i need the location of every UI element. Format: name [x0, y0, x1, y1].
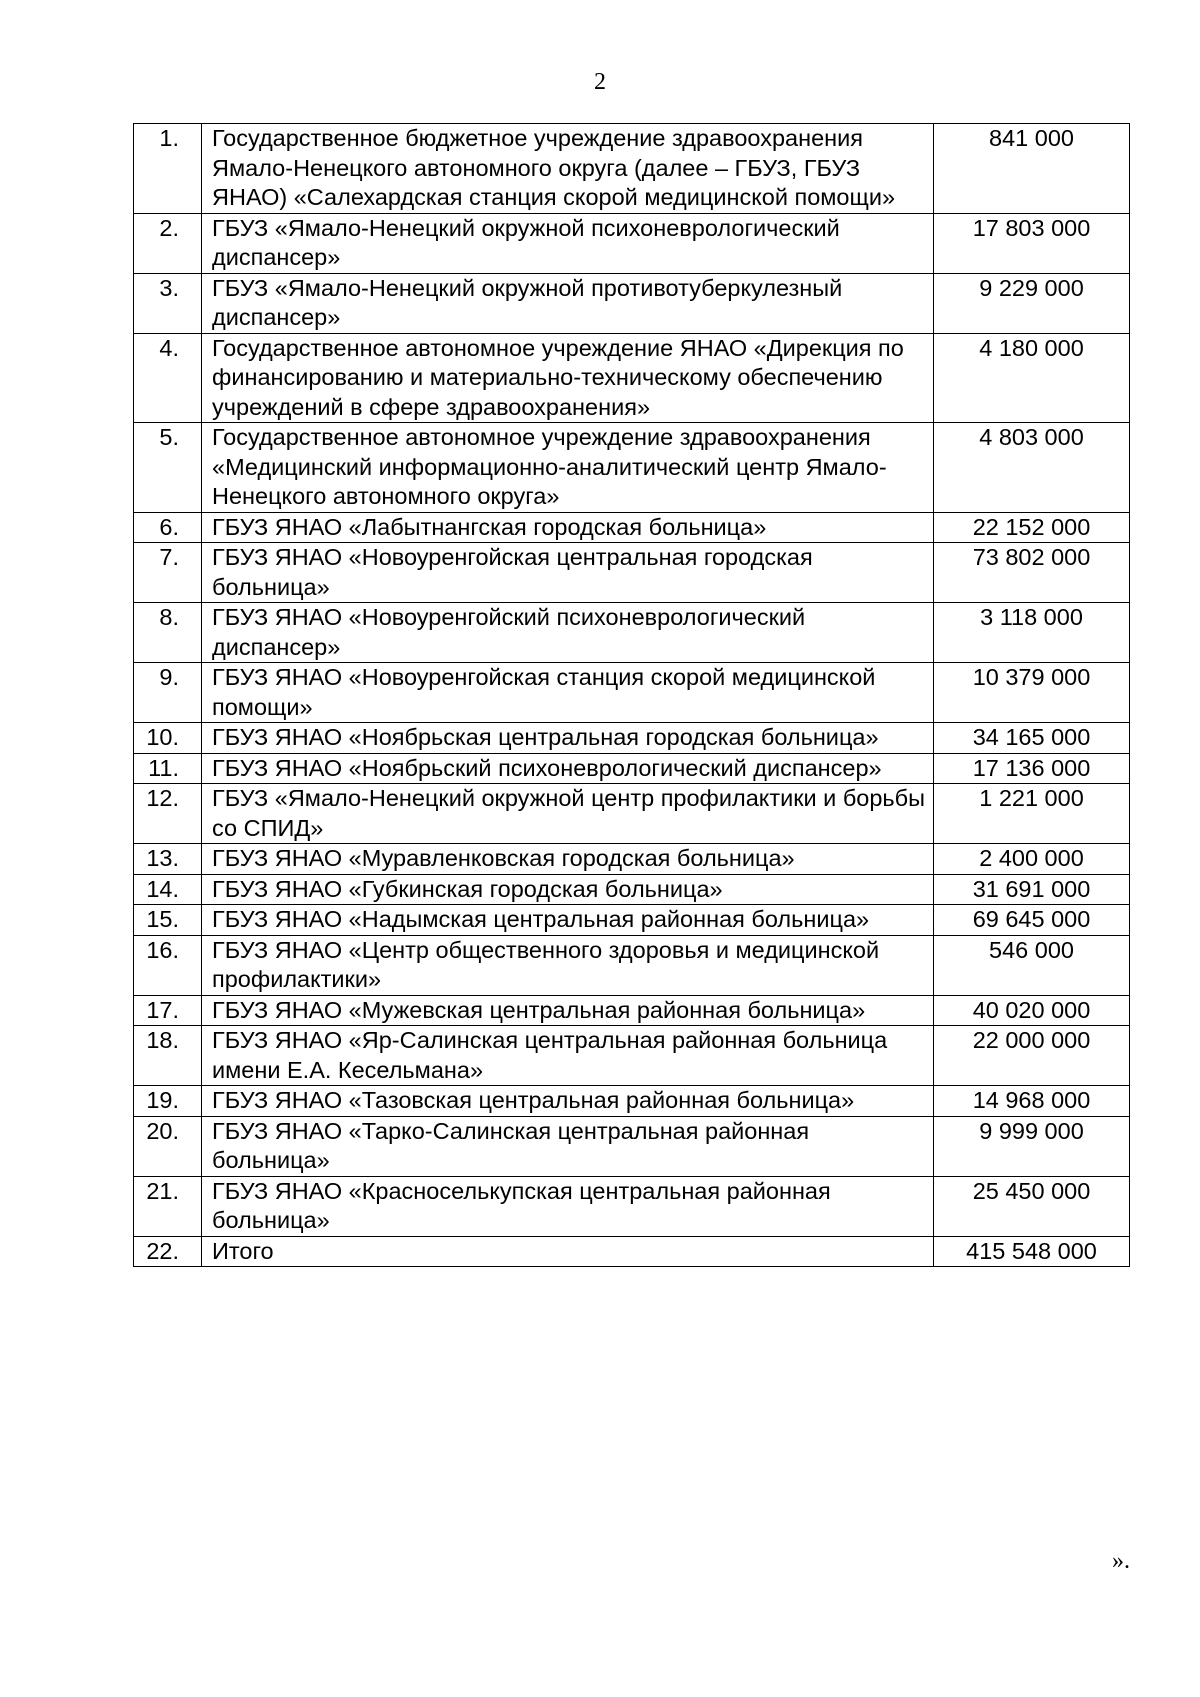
amount-value: 22 000 000 [934, 1026, 1130, 1086]
row-number: 9. [134, 663, 202, 723]
amount-value: 9 999 000 [934, 1116, 1130, 1176]
row-number: 20. [134, 1116, 202, 1176]
amount-value: 2 400 000 [934, 844, 1130, 875]
institution-name: ГБУЗ ЯНАО «Муравленковская городская больница» [202, 844, 934, 875]
row-number: 5. [134, 423, 202, 513]
row-number: 12. [134, 784, 202, 844]
table-row [134, 603, 1130, 663]
table-row [134, 905, 1130, 936]
table-row [134, 512, 1130, 543]
amount-value: 17 803 000 [934, 213, 1130, 273]
institution-name: ГБУЗ ЯНАО «Тазовская центральная районная больница» [202, 1086, 934, 1117]
amount-value: 3 118 000 [934, 603, 1130, 663]
row-number: 13. [134, 844, 202, 875]
row-number: 19. [134, 1086, 202, 1117]
amount-value: 1 221 000 [934, 784, 1130, 844]
institution-name: ГБУЗ «Ямало-Ненецкий окружной центр профилактики и борьбы со СПИД» [202, 784, 934, 844]
closing-quote-mark: ». [1112, 1548, 1130, 1574]
institution-name: ГБУЗ ЯНАО «Новоуренгойская центральная городская больница» [202, 543, 934, 603]
institution-name: ГБУЗ ЯНАО «Лабытнангская городская больница» [202, 512, 934, 543]
amount-value: 415 548 000 [934, 1236, 1130, 1267]
row-number: 11. [134, 753, 202, 784]
table-row [134, 213, 1130, 273]
institution-name: ГБУЗ ЯНАО «Новоуренгойская станция скорой медицинской помощи» [202, 663, 934, 723]
amount-value: 40 020 000 [934, 995, 1130, 1026]
table-row [134, 663, 1130, 723]
table-row [134, 423, 1130, 513]
institution-name: ГБУЗ ЯНАО «Новоуренгойский психоневрологический диспансер» [202, 603, 934, 663]
table-body [134, 124, 1130, 1267]
row-number: 4. [134, 333, 202, 423]
institution-name: Итого [202, 1236, 934, 1267]
amount-value: 17 136 000 [934, 753, 1130, 784]
institution-name: ГБУЗ ЯНАО «Центр общественного здоровья и медицинской профилактики» [202, 935, 934, 995]
amount-value: 14 968 000 [934, 1086, 1130, 1117]
amount-value: 10 379 000 [934, 663, 1130, 723]
table-row [134, 1116, 1130, 1176]
amount-value: 4 803 000 [934, 423, 1130, 513]
page-number: 2 [594, 69, 606, 95]
amount-value: 22 152 000 [934, 512, 1130, 543]
row-number: 18. [134, 1026, 202, 1086]
row-number: 16. [134, 935, 202, 995]
amount-value: 841 000 [934, 124, 1130, 214]
table-row [134, 935, 1130, 995]
table-row [134, 874, 1130, 905]
allocation-table [133, 123, 1130, 1267]
amount-value: 31 691 000 [934, 874, 1130, 905]
table-row [134, 1176, 1130, 1236]
table-row [134, 995, 1130, 1026]
amount-value: 34 165 000 [934, 723, 1130, 754]
table-row [134, 543, 1130, 603]
table-row [134, 273, 1130, 333]
institution-name: ГБУЗ «Ямало-Ненецкий окружной психоневрологический диспансер» [202, 213, 934, 273]
table-row [134, 723, 1130, 754]
table-row [134, 844, 1130, 875]
row-number: 7. [134, 543, 202, 603]
institution-name: ГБУЗ ЯНАО «Губкинская городская больница» [202, 874, 934, 905]
institution-name: ГБУЗ ЯНАО «Мужевская центральная районная больница» [202, 995, 934, 1026]
institution-name: ГБУЗ ЯНАО «Ноябрьская центральная городская больница» [202, 723, 934, 754]
institution-name: Государственное бюджетное учреждение здравоохранения Ямало-Ненецкого автономного округа (далее – ГБУЗ, ГБУЗ ЯНАО) «Салехардская станция скорой медицинской помощи» [202, 124, 934, 214]
institution-name: ГБУЗ ЯНАО «Надымская центральная районная больница» [202, 905, 934, 936]
row-number: 15. [134, 905, 202, 936]
institution-name: ГБУЗ ЯНАО «Яр-Салинская центральная районная больница имени Е.А. Кесельмана» [202, 1026, 934, 1086]
row-number: 1. [134, 124, 202, 214]
institution-name: ГБУЗ ЯНАО «Ноябрьский психоневрологический диспансер» [202, 753, 934, 784]
institution-name: Государственное автономное учреждение ЯНАО «Дирекция по финансированию и материально-техническому обеспечению учреждений в сфере здравоохранения» [202, 333, 934, 423]
row-number: 3. [134, 273, 202, 333]
institution-name: Государственное автономное учреждение здравоохранения «Медицинский информационно-аналитический центр Ямало-Ненецкого автономного округа» [202, 423, 934, 513]
amount-value: 25 450 000 [934, 1176, 1130, 1236]
institution-name: ГБУЗ ЯНАО «Тарко-Салинская центральная районная больница» [202, 1116, 934, 1176]
table-row [134, 1086, 1130, 1117]
amount-value: 9 229 000 [934, 273, 1130, 333]
row-number: 17. [134, 995, 202, 1026]
amount-value: 73 802 000 [934, 543, 1130, 603]
table-row [134, 124, 1130, 214]
table-row [134, 1236, 1130, 1267]
amount-value: 546 000 [934, 935, 1130, 995]
row-number: 10. [134, 723, 202, 754]
amount-value: 4 180 000 [934, 333, 1130, 423]
table-row [134, 333, 1130, 423]
table-row [134, 784, 1130, 844]
row-number: 21. [134, 1176, 202, 1236]
row-number: 22. [134, 1236, 202, 1267]
row-number: 8. [134, 603, 202, 663]
institution-name: ГБУЗ «Ямало-Ненецкий окружной противотуберкулезный диспансер» [202, 273, 934, 333]
table-row [134, 753, 1130, 784]
institution-name: ГБУЗ ЯНАО «Красноселькупская центральная районная больница» [202, 1176, 934, 1236]
amount-value: 69 645 000 [934, 905, 1130, 936]
row-number: 6. [134, 512, 202, 543]
table-row [134, 1026, 1130, 1086]
row-number: 14. [134, 874, 202, 905]
row-number: 2. [134, 213, 202, 273]
